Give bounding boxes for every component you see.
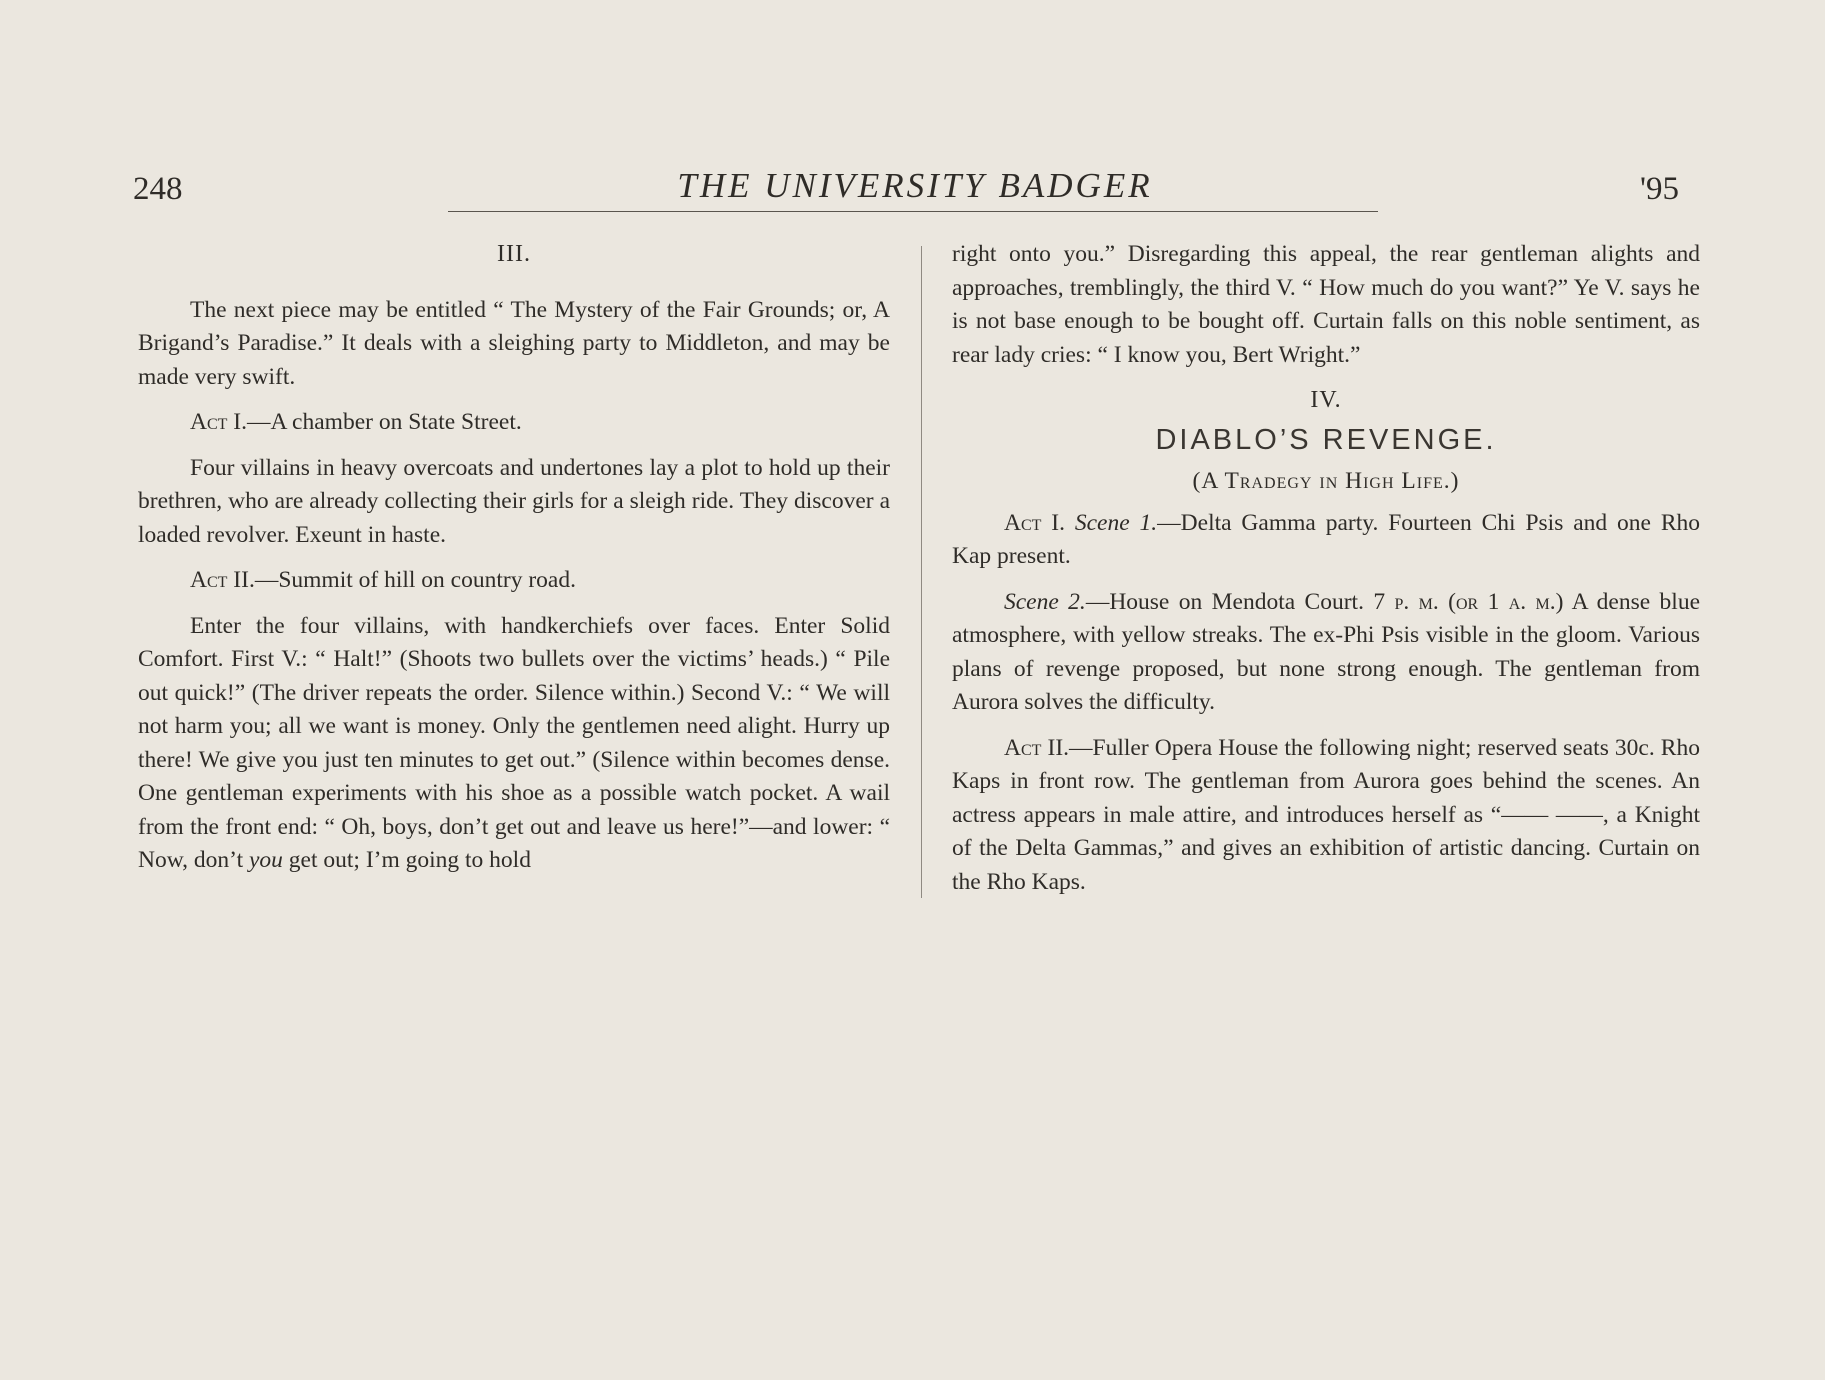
emphasis-text: you [248, 847, 283, 873]
act-1-heading [138, 406, 890, 440]
body-text: get out; I’m going to hold [282, 847, 531, 873]
act-text: —Fuller Opera House the following night; reserved seats 30c. Rho Kaps in front row. The gentleman from Aurora goes behind the scenes. An actress appears in male attire, and introduces herself as “—— ——, a Knight of the Delta Gammas,” and gives an exhibition of artistic dancing. Curtain on the Rho Kaps. [952, 734, 1700, 895]
play-subtitle: (A Tradegy in High Life.) [1192, 468, 1460, 494]
scene-time: 7 p. m. (or 1 a. m.) [1373, 588, 1564, 615]
right-column [952, 238, 1700, 911]
act-text: —Summit of hill on country road. [254, 567, 576, 593]
act-1-body: Four villains in heavy overcoats and undertones lay a plot to hold up their brethren, who are already collecting their girls for a sleigh ride. They discover a loaded revolver. Exeunt in haste. [138, 454, 890, 548]
act-2-body [138, 610, 890, 878]
running-title: THE UNIVERSITY BADGER [677, 166, 1153, 205]
scene-label: Scene 2. [1004, 588, 1086, 615]
act-label: Act II. [1004, 734, 1070, 761]
act-2-paragraph [952, 732, 1700, 900]
scene-text: A dense blue atmosphere, with yellow streaks. The ex-Phi Psis visible in the gloom. Various plans of revenge proposed, but none strong enough. The gentleman from Aurora solves the difficulty. [952, 588, 1700, 715]
act-label: Act II. [190, 567, 255, 593]
scene-text: —House on Mendota Court. [1085, 588, 1374, 615]
section-number-iii: III. [497, 241, 531, 267]
act-2-heading [138, 564, 890, 598]
act-1-scene-2 [952, 586, 1700, 720]
header-rule [448, 211, 1378, 212]
page-number-left: 248 [133, 171, 183, 207]
body-text: Enter the four villains, with handkerchiefs over faces. Enter Solid Comfort. First V.: “ Halt!” (Shoots two bullets over the victims’ heads.) “ Pile out quick!” (The driver repeats the order. Silence within.) Second V.: “ We will not harm you; all we want is money. Only the gentlemen need alight. Hurry up there! We give you just ten minutes to get out.” (Silence within becomes dense. One gentleman experiments with his shoe as a possible watch pocket. A wail from the front end: “ Oh, boys, don’t get out and leave us here!”—and lower: “ Now, don’t [138, 612, 890, 873]
page-number-right: '95 [1640, 171, 1679, 207]
play-title: DIABLO’S REVENGE. [1155, 423, 1497, 456]
scene-label: Scene 1. [1074, 509, 1158, 536]
act-text: —A chamber on State Street. [247, 409, 522, 435]
section-number-iv: IV. [1310, 387, 1342, 413]
left-column [138, 238, 890, 890]
column-divider [921, 246, 922, 898]
act-label: Act I. [190, 409, 247, 435]
act-label: Act I. [1004, 509, 1065, 536]
act-1-scene-1 [952, 507, 1700, 574]
intro-paragraph: The next piece may be entitled “ The Mystery of the Fair Grounds; or, A Brigand’s Paradise.” It deals with a sleighing party to Middleton, and may be made very swift. [138, 296, 890, 390]
continuation-paragraph: right onto you.” Disregarding this appeal, the rear gentleman alights and approaches, tremblingly, the third V. “ How much do you want?” Ye V. says he is not base enough to be bought off. Curtain falls on this noble sentiment, as rear lady cries: “ I know you, Bert Wright.” [952, 241, 1700, 368]
scene-text: —Delta Gamma party. Fourteen Chi Psis and one Rho Kap present. [952, 509, 1700, 569]
